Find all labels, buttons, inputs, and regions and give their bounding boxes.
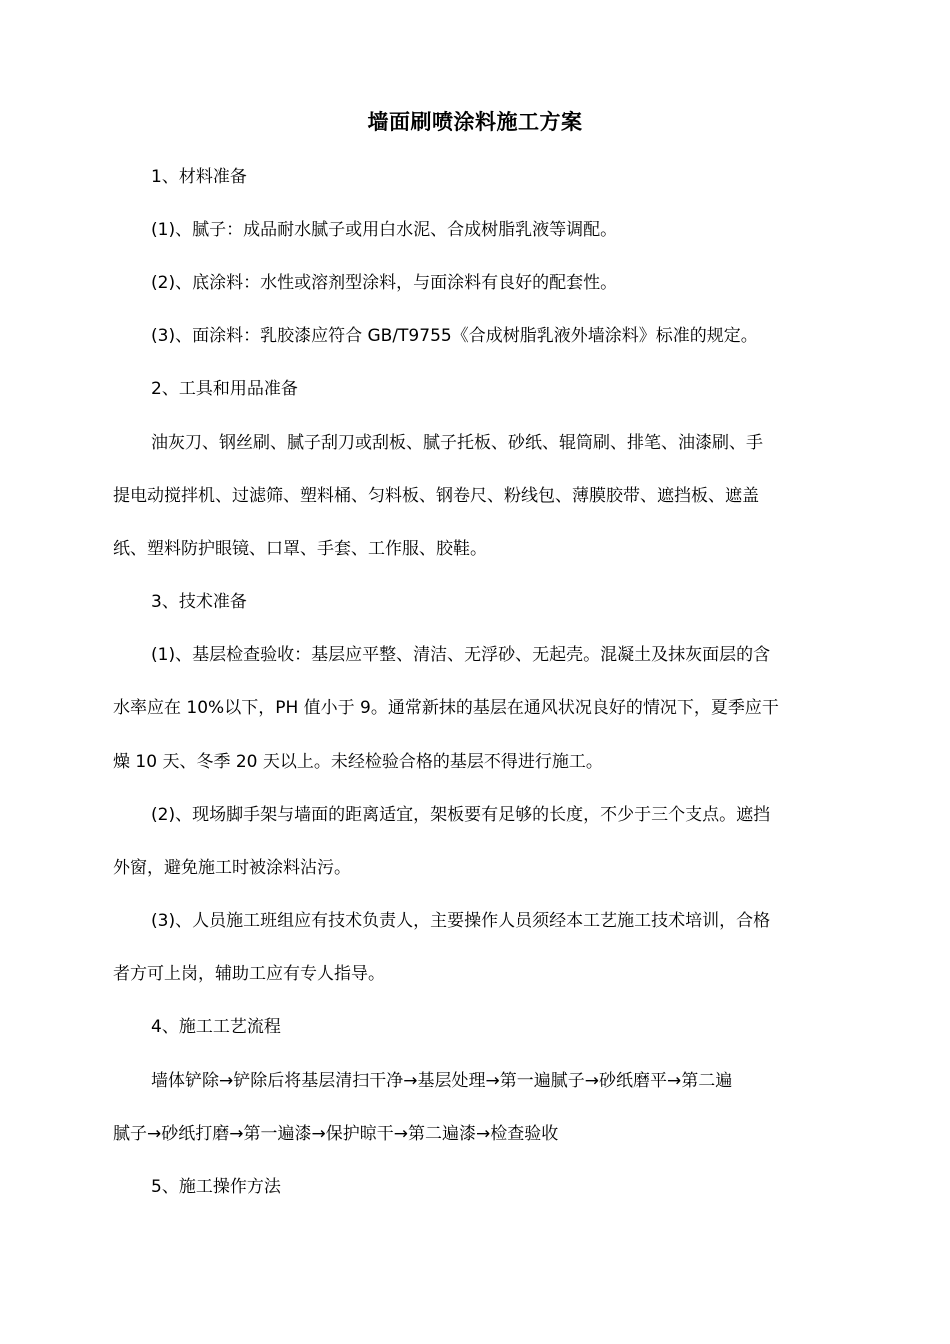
paragraph-process-line-2: 腻子→砂纸打磨→第一遍漆→保护晾干→第二遍漆→检查验收 bbox=[113, 1124, 559, 1144]
section-heading-process-flow: 4、施工工艺流程 bbox=[151, 1017, 281, 1037]
paragraph-tools-line-3: 纸、塑料防护眼镜、口罩、手套、工作服、胶鞋。 bbox=[113, 539, 487, 559]
section-heading-tools: 2、工具和用品准备 bbox=[151, 379, 298, 399]
section-heading-materials: 1、材料准备 bbox=[151, 167, 247, 187]
paragraph-base-check-line-3: 燥 10 天、冬季 20 天以上。未经检验合格的基层不得进行施工。 bbox=[113, 752, 603, 772]
paragraph-scaffold-line-1: (2)、现场脚手架与墙面的距离适宜，架板要有足够的长度，不少于三个支点。遮挡 bbox=[151, 805, 771, 825]
paragraph-tools-line-2: 提电动搅拌机、过滤筛、塑料桶、匀料板、钢卷尺、粉线包、薄膜胶带、遮挡板、遮盖 bbox=[113, 486, 759, 506]
paragraph-tools-line-1: 油灰刀、钢丝刷、腻子刮刀或刮板、腻子托板、砂纸、辊筒刷、排笔、油漆刷、手 bbox=[151, 433, 763, 453]
paragraph-primer: (2)、底涂料：水性或溶剂型涂料，与面涂料有良好的配套性。 bbox=[151, 273, 618, 293]
paragraph-process-line-1: 墙体铲除→铲除后将基层清扫干净→基层处理→第一遍腻子→砂纸磨平→第二遍 bbox=[151, 1071, 733, 1091]
paragraph-base-check-line-2: 水率应在 10%以下，PH 值小于 9。通常新抹的基层在通风状况良好的情况下，夏季应干 bbox=[113, 698, 779, 718]
section-heading-technical: 3、技术准备 bbox=[151, 592, 247, 612]
document-title: 墙面刷喷涂料施工方案 bbox=[367, 110, 583, 134]
paragraph-scaffold-line-2: 外窗，避免施工时被涂料沾污。 bbox=[113, 858, 351, 878]
paragraph-putty: (1)、腻子：成品耐水腻子或用白水泥、合成树脂乳液等调配。 bbox=[151, 220, 618, 240]
paragraph-topcoat: (3)、面涂料：乳胶漆应符合 GB/T9755《合成树脂乳液外墙涂料》标准的规定。 bbox=[151, 326, 758, 346]
paragraph-base-check-line-1: (1)、基层检查验收：基层应平整、清洁、无浮砂、无起壳。混凝土及抹灰面层的含 bbox=[151, 645, 771, 665]
paragraph-personnel-line-1: (3)、人员施工班组应有技术负责人，主要操作人员须经本工艺施工技术培训，合格 bbox=[151, 911, 771, 931]
section-heading-operation-method: 5、施工操作方法 bbox=[151, 1177, 281, 1197]
paragraph-personnel-line-2: 者方可上岗，辅助工应有专人指导。 bbox=[113, 964, 385, 984]
